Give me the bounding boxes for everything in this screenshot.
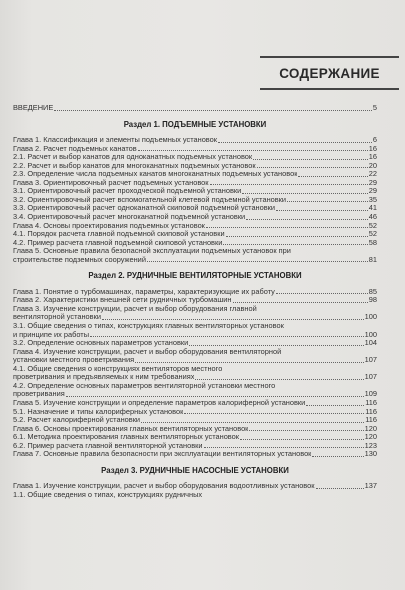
toc-entry-text: Глава 5. Изучение конструкции и определение параметров калориферной установки	[13, 398, 306, 407]
toc-entry	[13, 230, 377, 239]
toc-entry	[13, 136, 377, 145]
toc-entry-page: 52	[368, 220, 377, 230]
toc-entry	[13, 170, 377, 179]
toc-entry-text: 2.1. Расчет и выбор канатов для одноканатных подъемных установок	[13, 153, 253, 162]
toc-entry	[13, 213, 377, 222]
toc-entry-page: 116	[365, 397, 377, 407]
toc-entry	[13, 416, 377, 425]
toc-entry-text: 3.2. Определение основных параметров установки	[13, 339, 189, 348]
toc-entry-text: Глава 7. Основные правила безопасности при эксплуатации вентиляторных установок	[13, 450, 312, 459]
toc-leader-dots	[246, 219, 368, 220]
toc-entry	[13, 256, 377, 265]
toc-leader-dots	[66, 396, 364, 397]
toc-entry-text: 1.1. Общие сведения о типах, конструкциях рудничных	[13, 490, 203, 499]
table-of-contents	[13, 104, 377, 499]
toc-entry-page: 100	[364, 312, 377, 322]
toc-entry	[13, 296, 377, 305]
section-heading: Раздел 3. РУДНИЧНЫЕ НАСОСНЫЕ УСТАНОВКИ	[101, 465, 289, 475]
toc-entry-text: Глава 6. Основы проектирования главных вентиляторных установок	[13, 424, 249, 433]
toc-leader-dots	[206, 227, 368, 228]
toc-entry-line	[13, 365, 377, 374]
toc-entry-page: 29	[368, 177, 377, 187]
toc-entry	[13, 491, 377, 500]
toc-entry	[13, 339, 377, 348]
toc-entry-page: 116	[365, 415, 377, 425]
toc-entry-text: Глава 4. Изучение конструкции, расчет и выбор оборудования вентиляторной	[13, 347, 282, 356]
toc-entry-text: 3.1. Общие сведения о типах, конструкциях главных вентиляторных установок	[13, 322, 284, 331]
section-heading: Раздел 2. РУДНИЧНЫЕ ВЕНТИЛЯТОРНЫЕ УСТАНОВКИ	[88, 271, 302, 281]
toc-entry-text: 3.2. Ориентировочный расчет вспомогательной клетевой подъемной установки	[13, 195, 287, 204]
contents-title-box	[260, 56, 399, 90]
toc-leader-dots	[189, 345, 363, 346]
toc-entry-text: 6.1. Методика проектирования главных вентиляторных установок	[13, 433, 239, 442]
toc-entry	[13, 313, 377, 322]
toc-entry-line	[13, 348, 377, 357]
toc-entry-page: 137	[364, 481, 377, 491]
toc-entry-line	[13, 305, 377, 314]
toc-entry	[13, 187, 377, 196]
toc-entry-text: Глава 4. Основы проектирования подъемных установок	[13, 221, 205, 230]
toc-entry	[13, 356, 377, 365]
toc-entry-text: 5.1. Назначение и типы калориферных установок	[13, 407, 184, 416]
contents-title: СОДЕРЖАНИЕ	[279, 65, 380, 81]
toc-entry-text: 3.4. Ориентировочный расчет многоканатной подъемной установки	[13, 213, 246, 222]
toc-entry-page: 116	[365, 406, 377, 416]
toc-entry-text: 5.2. Расчет калориферной установки	[13, 416, 141, 425]
toc-entry-text: вентиляторной установки	[13, 313, 101, 322]
toc-entry-page: 98	[368, 295, 377, 305]
toc-entry-intro	[13, 104, 377, 113]
toc-leader-dots	[141, 422, 364, 423]
toc-entry-page: 41	[368, 203, 377, 213]
toc-entry-text: Глава 3. Изучение конструкции, расчет и выбор оборудования главной	[13, 304, 257, 313]
toc-entry	[13, 179, 377, 188]
toc-entry-text: 4.2. Определение основных параметров вентиляторной установки местного	[13, 381, 276, 390]
toc-entry	[13, 450, 377, 459]
toc-leader-dots	[90, 336, 364, 337]
toc-entry-line	[13, 382, 377, 391]
toc-leader-dots	[298, 176, 367, 177]
toc-entry-page: 58	[368, 237, 377, 247]
toc-entry-text: и принципе их работы	[13, 330, 90, 339]
toc-leader-dots	[184, 413, 364, 414]
toc-entry-line	[13, 247, 377, 256]
toc-entry-text: строительстве подземных сооружений	[13, 255, 146, 264]
toc-entry	[13, 288, 377, 297]
toc-leader-dots	[276, 293, 368, 294]
toc-entry-text: проветривания и предъявляемых к ним требованиях	[13, 373, 195, 382]
toc-entry-page: 120	[364, 423, 377, 433]
toc-leader-dots	[54, 110, 372, 111]
toc-leader-dots	[147, 261, 368, 262]
toc-entry-page: 120	[364, 432, 377, 442]
toc-entry	[13, 145, 377, 154]
toc-entry	[13, 408, 377, 417]
toc-entry-page: 16	[368, 143, 377, 153]
toc-entry-text: Глава 3. Ориентировочный расчет подъемных установок	[13, 178, 209, 187]
toc-entry-text: Глава 2. Расчет подъемных канатов	[13, 144, 137, 153]
toc-entry-page: 22	[368, 169, 377, 179]
toc-leader-dots	[249, 430, 363, 431]
toc-entry-page: 85	[368, 286, 377, 296]
toc-entry-page: 16	[368, 152, 377, 162]
toc-entry	[13, 162, 377, 171]
toc-entry-page: 5	[372, 103, 377, 112]
toc-entry-text: Глава 1. Изучение конструкции, расчет и выбор оборудования водоотливных установок	[13, 482, 315, 491]
toc-leader-dots	[233, 302, 368, 303]
toc-entry-page: 107	[364, 355, 377, 365]
toc-entry-page: 123	[364, 440, 377, 450]
toc-entry	[13, 331, 377, 340]
toc-leader-dots	[195, 379, 363, 380]
toc-entry	[13, 390, 377, 399]
toc-entry	[13, 196, 377, 205]
toc-entry	[13, 482, 377, 491]
toc-entry	[13, 239, 377, 248]
toc-leader-dots	[242, 193, 368, 194]
section-heading: Раздел 1. ПОДЪЕМНЫЕ УСТАНОВКИ	[123, 119, 267, 129]
toc-entry-page: 107	[364, 372, 377, 382]
toc-entry-page: 81	[368, 254, 377, 264]
toc-entry-text: проветривания	[13, 390, 65, 399]
toc-entry-text: 3.1. Ориентировочный расчет проходческой подъемной установки	[13, 187, 242, 196]
toc-entry-page: 104	[364, 338, 377, 348]
toc-entry-page: 20	[368, 160, 377, 170]
toc-entry	[13, 153, 377, 162]
toc-leader-dots	[138, 150, 368, 151]
toc-entry	[13, 425, 377, 434]
toc-entry-page: 109	[364, 389, 377, 399]
toc-entry-text: Глава 1. Классификация и элементы подъемных установок	[13, 136, 217, 145]
toc-entry-text: 4.2. Пример расчета главной подъемной скиповой установки	[13, 238, 223, 247]
toc-entry-page: 100	[364, 329, 377, 339]
toc-leader-dots	[102, 319, 364, 320]
toc-entry-text: 3.3. Ориентировочный расчет одноканатной скиповой подъемной установки	[13, 204, 276, 213]
toc-leader-dots	[240, 439, 364, 440]
toc-sections	[13, 121, 377, 500]
toc-leader-dots	[223, 244, 367, 245]
toc-leader-dots	[218, 142, 372, 143]
toc-leader-dots	[316, 488, 364, 489]
toc-entry-text: Глава 5. Основные правила безопасной эксплуатации подъемных установок при	[13, 247, 291, 256]
toc-entry-text: ВВЕДЕНИЕ	[13, 104, 54, 112]
toc-leader-dots	[226, 236, 368, 237]
toc-leader-dots	[135, 362, 364, 363]
toc-entry-text: 6.2. Пример расчета главной вентиляторной установки	[13, 441, 203, 450]
toc-entry-page: 35	[368, 194, 377, 204]
toc-entry-page: 46	[368, 212, 377, 222]
toc-leader-dots	[210, 184, 368, 185]
toc-entry	[13, 204, 377, 213]
toc-entry	[13, 373, 377, 382]
toc-leader-dots	[257, 167, 368, 168]
toc-leader-dots	[312, 456, 363, 457]
toc-entry-text: 2.2. Расчет и выбор канатов для многоканатных подъемных установок	[13, 161, 256, 170]
toc-entry-page: 29	[368, 186, 377, 196]
toc-entry-text: Глава 1. Понятие о турбомашинах, параметры, характеризующие их работу	[13, 287, 275, 296]
toc-entry-line	[13, 322, 377, 331]
toc-entry-page: 130	[364, 449, 377, 459]
toc-entry-page: 6	[372, 135, 377, 145]
toc-entry-text: Глава 2. Характеристики внешней сети рудничных турбомашин	[13, 296, 232, 305]
toc-entry-text: установки местного проветривания	[13, 356, 135, 365]
toc-entry-text: 4.1. Общие сведения о конструкциях вентиляторов местного	[13, 364, 223, 373]
toc-entry	[13, 222, 377, 231]
toc-leader-dots	[204, 447, 364, 448]
toc-entry	[13, 442, 377, 451]
toc-leader-dots	[253, 159, 368, 160]
toc-entry	[13, 433, 377, 442]
toc-entry-page: 52	[368, 229, 377, 239]
toc-entry-text: 2.3. Определение числа подъемных канатов многоканатных подъемных установок	[13, 170, 298, 179]
toc-leader-dots	[276, 210, 368, 211]
toc-leader-dots	[306, 405, 364, 406]
toc-entry	[13, 399, 377, 408]
toc-leader-dots	[287, 201, 368, 202]
toc-entry-text: 4.1. Порядок расчета главной подъемной скиповой установки	[13, 230, 225, 239]
